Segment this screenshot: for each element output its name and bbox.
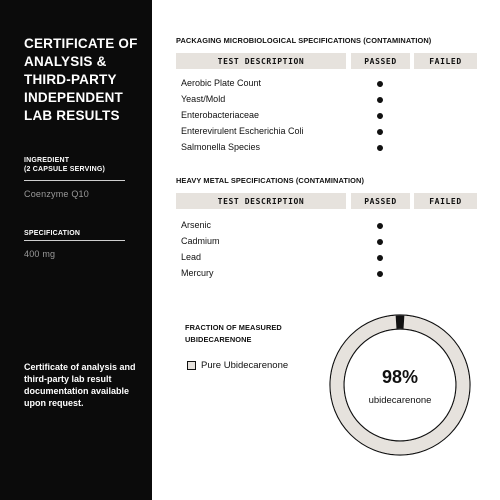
legend-label: Pure Ubidecarenone bbox=[201, 360, 289, 371]
specification-divider bbox=[24, 240, 125, 241]
metal-row-label: Mercury bbox=[181, 268, 214, 278]
chart-legend bbox=[187, 360, 288, 371]
metal-passed-dot bbox=[377, 255, 383, 261]
fraction-title bbox=[185, 322, 305, 346]
micro-section-title: PACKAGING MICROBIOLOGICAL SPECIFICATIONS (CONTAMINATION) bbox=[176, 36, 432, 45]
micro-row-label: Yeast/Mold bbox=[181, 94, 226, 104]
metal-header-description: TEST DESCRIPTION bbox=[176, 193, 346, 209]
micro-header-description: TEST DESCRIPTION bbox=[176, 53, 346, 69]
fraction-title-line-1: FRACTION OF MEASURED bbox=[185, 323, 282, 332]
metal-row-label: Cadmium bbox=[181, 236, 220, 246]
micro-row-label: Salmonella Species bbox=[181, 142, 261, 152]
metal-section-title: HEAVY METAL SPECIFICATIONS (CONTAMINATION) bbox=[176, 176, 365, 185]
micro-passed-dot bbox=[377, 129, 383, 135]
donut-label: ubidecarenone bbox=[368, 395, 432, 406]
metal-row-label: Arsenic bbox=[181, 220, 212, 230]
availability-note: Certificate of analysis and third-party lab result documentation available upon request. bbox=[24, 362, 136, 408]
metal-passed-dot bbox=[377, 223, 383, 229]
fraction-title-line-2: UBIDECARENONE bbox=[185, 335, 252, 344]
page-title: CERTIFICATE OF ANALYSIS & THIRD-PARTY INDEPENDENT LAB RESULTS bbox=[24, 36, 138, 123]
specification-label: SPECIFICATION bbox=[24, 230, 81, 237]
donut-slice-other bbox=[396, 316, 405, 329]
metal-passed-dot bbox=[377, 239, 383, 245]
donut-value: 98% bbox=[381, 367, 419, 387]
ingredient-label: INGREDIENT bbox=[24, 157, 70, 164]
ingredient-divider bbox=[24, 180, 125, 181]
metal-header-failed: FAILED bbox=[414, 193, 477, 209]
ingredient-value: Coenzyme Q10 bbox=[24, 189, 89, 199]
metal-header-passed: PASSED bbox=[351, 193, 410, 209]
micro-passed-dot bbox=[377, 145, 383, 151]
metal-row-label: Lead bbox=[181, 252, 202, 262]
micro-passed-dot bbox=[377, 113, 383, 119]
ingredient-sublabel: (2 CAPSULE SERVING) bbox=[24, 166, 106, 173]
micro-row-label: Enterevirulent Escherichia Coli bbox=[181, 126, 304, 136]
micro-row-label: Aerobic Plate Count bbox=[181, 78, 262, 88]
sidebar bbox=[0, 0, 152, 500]
micro-passed-dot bbox=[377, 81, 383, 87]
micro-header-failed: FAILED bbox=[414, 53, 477, 69]
micro-header-passed: PASSED bbox=[351, 53, 410, 69]
micro-row-label: Enterobacteriaceae bbox=[181, 110, 260, 120]
micro-passed-dot bbox=[377, 97, 383, 103]
metal-passed-dot bbox=[377, 271, 383, 277]
specification-value: 400 mg bbox=[24, 249, 56, 259]
legend-swatch bbox=[187, 361, 196, 370]
